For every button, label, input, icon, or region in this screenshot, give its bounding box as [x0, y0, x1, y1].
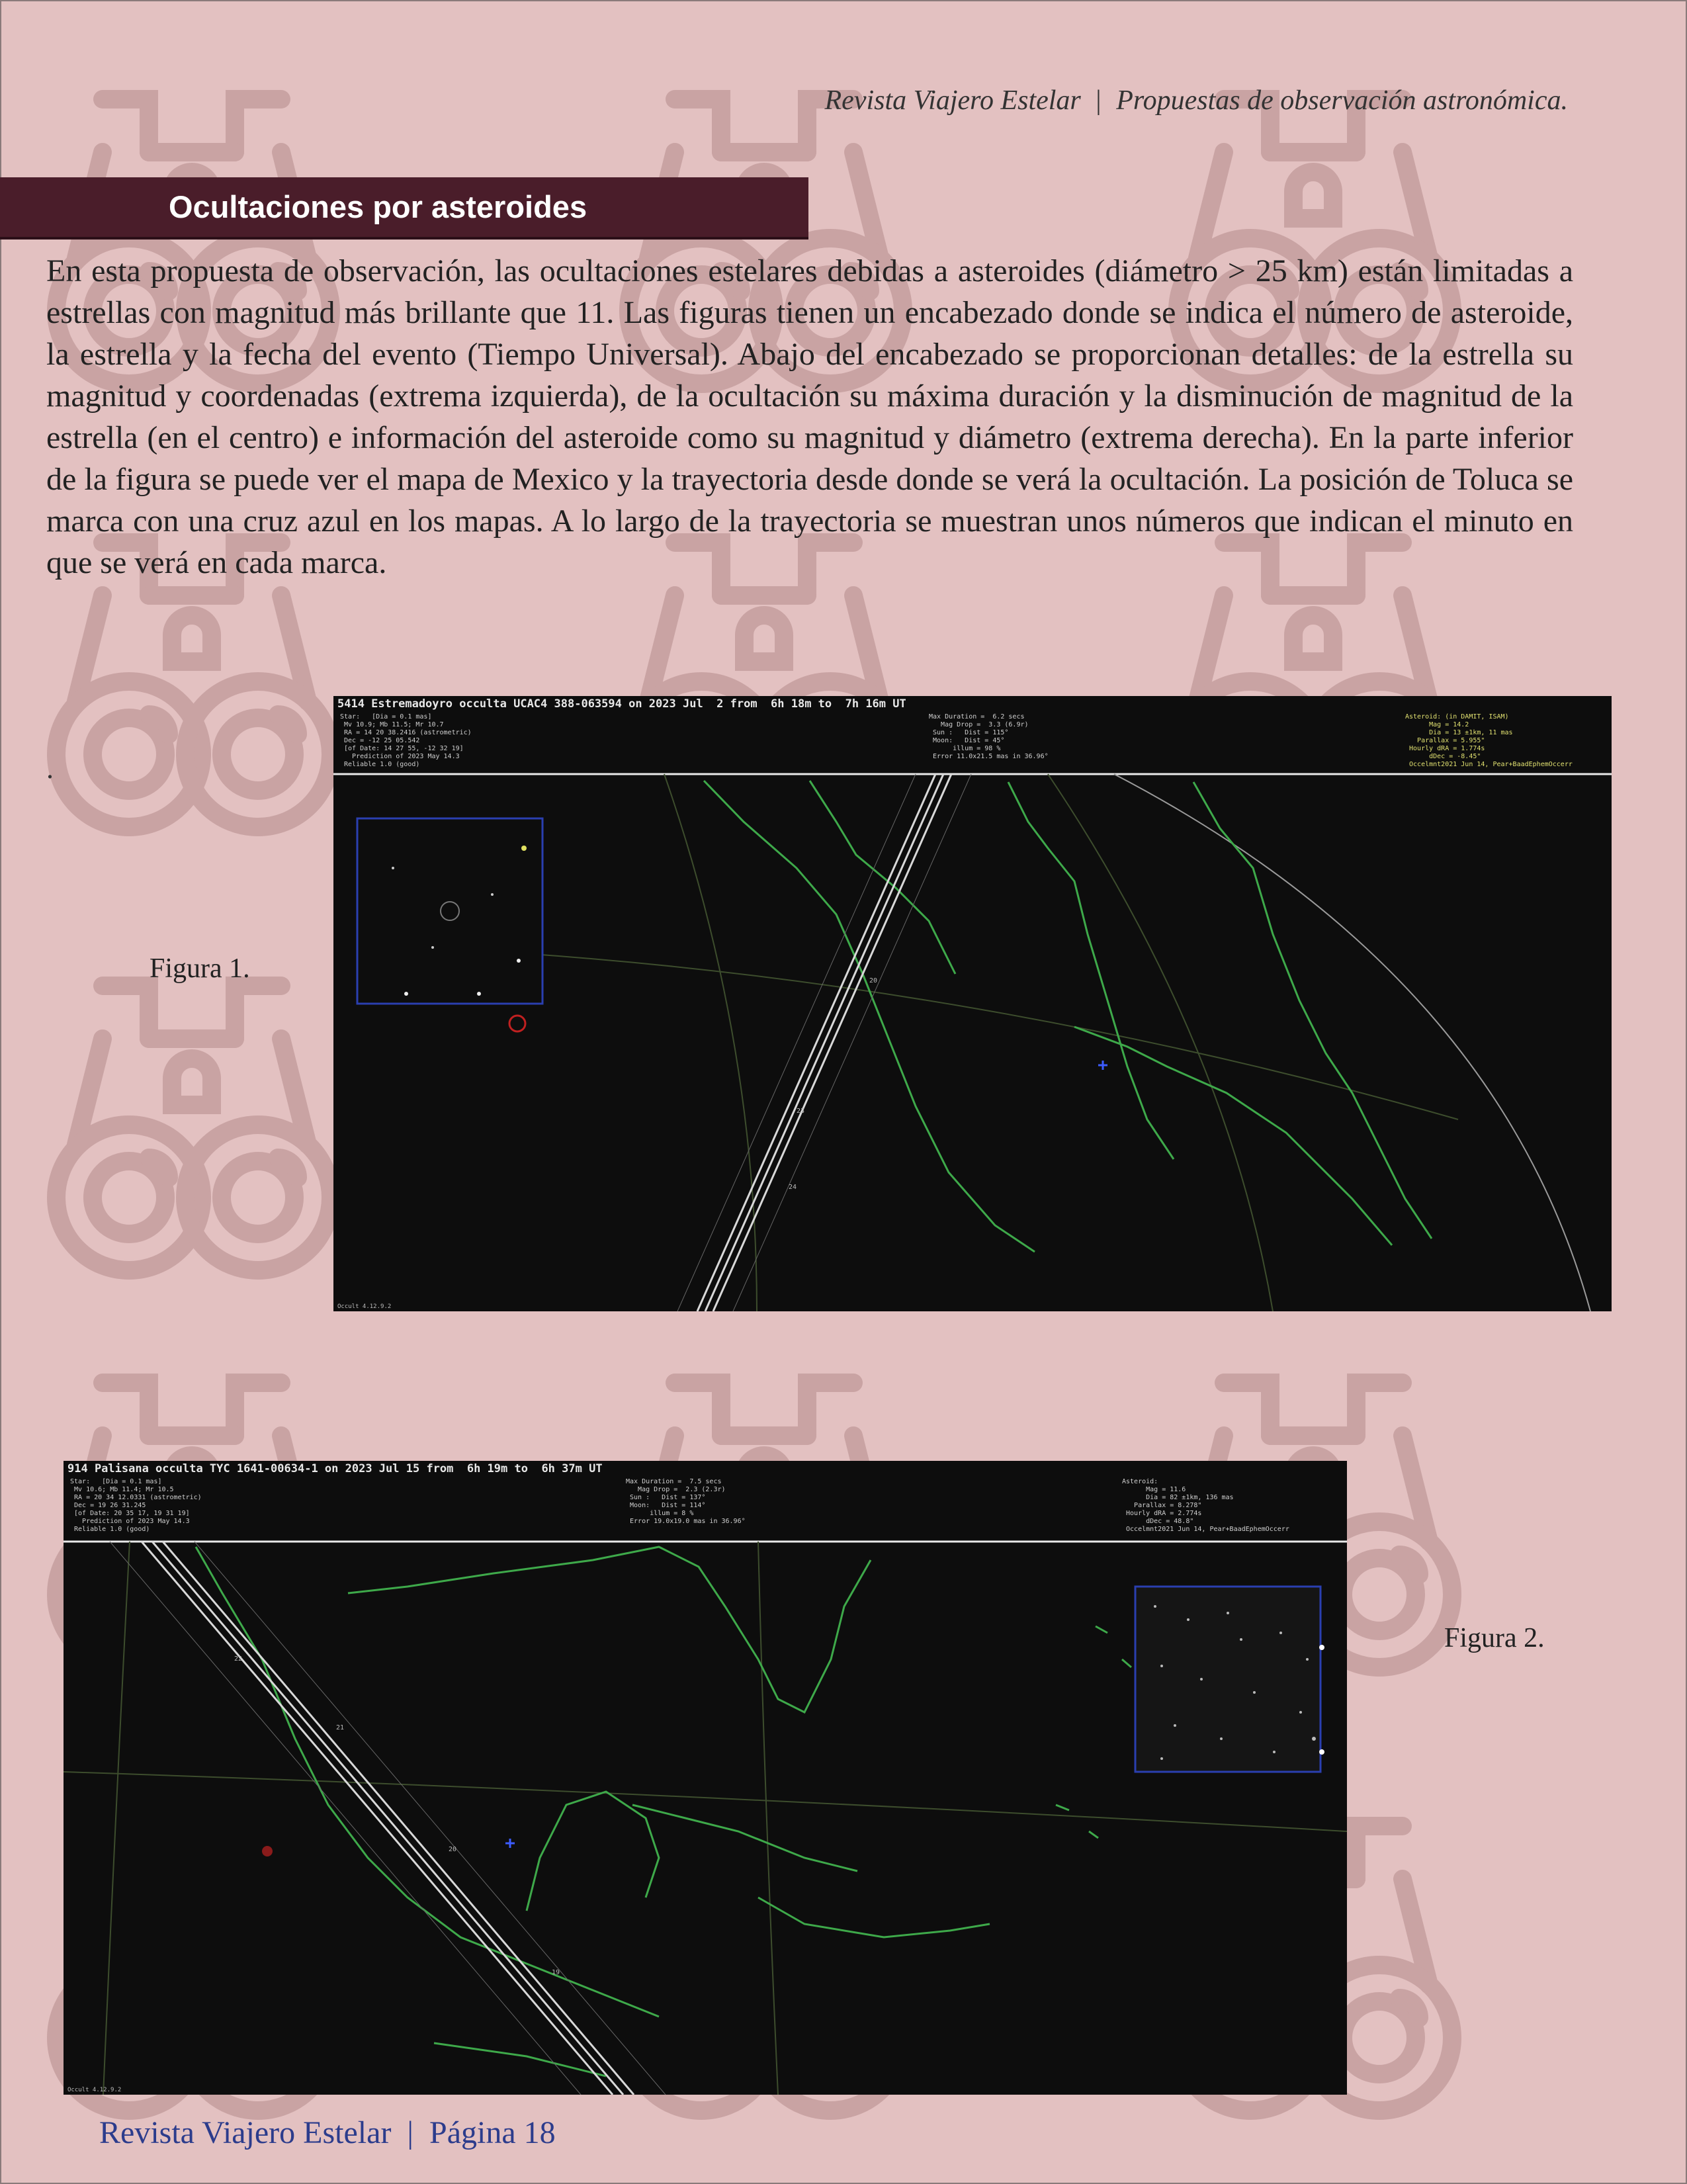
figure-2-version: Occult 4.12.9.2: [67, 2087, 122, 2093]
page-footer: [99, 2115, 556, 2151]
toluca-cross-icon: [1098, 1061, 1107, 1070]
magazine-name: Revista Viajero Estelar: [824, 85, 1081, 116]
header-separator: |: [1096, 85, 1102, 116]
path-minute-label: 24: [789, 1184, 797, 1191]
figure-2-caption: Figura 2.: [1444, 1623, 1545, 1653]
path-minute-label: 19: [552, 1969, 560, 1976]
path-minute-label: 20: [449, 1846, 457, 1853]
figure-2-occultation-details: Max Duration = 7.5 secs Mag Drop = 2.3 (2.3r) Sun : Dist = 137° Moon: Dist = 114° illum = 8 % Error 19.0x19.0 mas in 36.96°: [626, 1478, 746, 1525]
figure-1-asteroid-details: Asteroid: (in DAMIT, ISAM) Mag = 14.2 Dia = 13 ±1km, 11 mas Parallax = 5.955" Hourly dRA = 1.774s dDec = -8.45" Occelmnt2021 Jun 14, Pear+BaadEphemOccerr: [1405, 713, 1573, 768]
figure-1-version: Occult 4.12.9.2: [337, 1303, 392, 1310]
footer-magazine-name: Revista Viajero Estelar: [99, 2115, 392, 2150]
section-subtitle: Propuestas de observación astronómica.: [1116, 85, 1568, 116]
toluca-cross-icon: [505, 1839, 515, 1848]
figure-1-occultation-map: [333, 696, 1612, 1311]
footer-separator: |: [407, 2115, 414, 2150]
page-number: Página 18: [429, 2115, 556, 2150]
figure-2-title: 914 Palisana occulta TYC 1641-00634-1 on 2023 Jul 15 from 6h 19m to 6h 37m UT: [67, 1462, 603, 1475]
path-minute-label: 20: [869, 977, 878, 984]
section-title-bar: [0, 177, 808, 240]
section-title: Ocultaciones por asteroides: [169, 189, 587, 224]
figure-1-map-graphic: [333, 696, 1612, 1311]
path-minute-label: 23: [797, 1108, 805, 1115]
figure-1-title: 5414 Estremadoyro occulta UCAC4 388-063594 on 2023 Jul 2 from 6h 18m to 7h 16m UT: [337, 697, 906, 711]
figure-2-occultation-map: [64, 1461, 1347, 2095]
figure-1-caption: Figura 1.: [150, 953, 250, 984]
figure-1-occultation-details: Max Duration = 6.2 secs Mag Drop = 3.3 (6.9r) Sun : Dist = 115° Moon: Dist = 45° illum = 98 % Error 11.0x21.5 mas in 36.96°: [929, 713, 1049, 760]
intro-paragraph: En esta propuesta de observación, las ocultaciones estelares debidas a asteroides (diámetro > 25 km) están limitadas a estrellas con magnitud más brillante que 11. Las figuras tienen un encabezado donde se indica el número de asteroide, la estrella y la fecha del evento (Tiempo Universal). Abajo del encabezado se proporcionan detalles: de la estrella su magnitud y coordenadas (extrema izquierda), de la ocultación su máxima duración y la disminución de magnitud de la estrella (en el centro) e información del asteroide como su magnitud y diámetro (extrema derecha). En la parte inferior de la figura se puede ver el mapa de Mexico y la trayectoria desde donde se verá la ocultación. La posición de Toluca se marca con una cruz azul en los mapas. A lo largo de la trayectoria se muestran unos números que indican el minuto en que se verá en cada marca.: [46, 253, 1573, 580]
stray-mark: .: [46, 752, 54, 785]
path-minute-label: 22: [234, 1655, 243, 1663]
running-header: [825, 85, 1568, 116]
figure-2-asteroid-details: Asteroid: Mag = 11.6 Dia = 82 ±1km, 136 mas Parallax = 8.278" Hourly dRA = 2.774s dDec = 48.8" Occelmnt2021 Jun 14, Pear+BaadEphemOccerr: [1122, 1478, 1289, 1533]
figure-2-star-details: Star: [Dia = 0.1 mas] Mv 10.6; Mb 11.4; Mr 10.5 RA = 20 34 12.0331 (astrometric) Dec = 19 26 31.245 [of Date: 20 35 17, 19 31 19] Prediction of 2023 May 14.3 Reliable 1.0 (good): [70, 1478, 202, 1533]
figure-1-star-details: Star: [Dia = 0.1 mas] Mv 10.9; Mb 11.5; Mr 10.7 RA = 14 20 38.2416 (astrometric) Dec = -12 25 05.542 [of Date: 14 27 55, -12 32 19] Prediction of 2023 May 14.3 Reliable 1.0 (good): [340, 713, 472, 768]
figure-2-map-graphic: [64, 1461, 1347, 2095]
path-minute-label: 21: [336, 1724, 345, 1731]
